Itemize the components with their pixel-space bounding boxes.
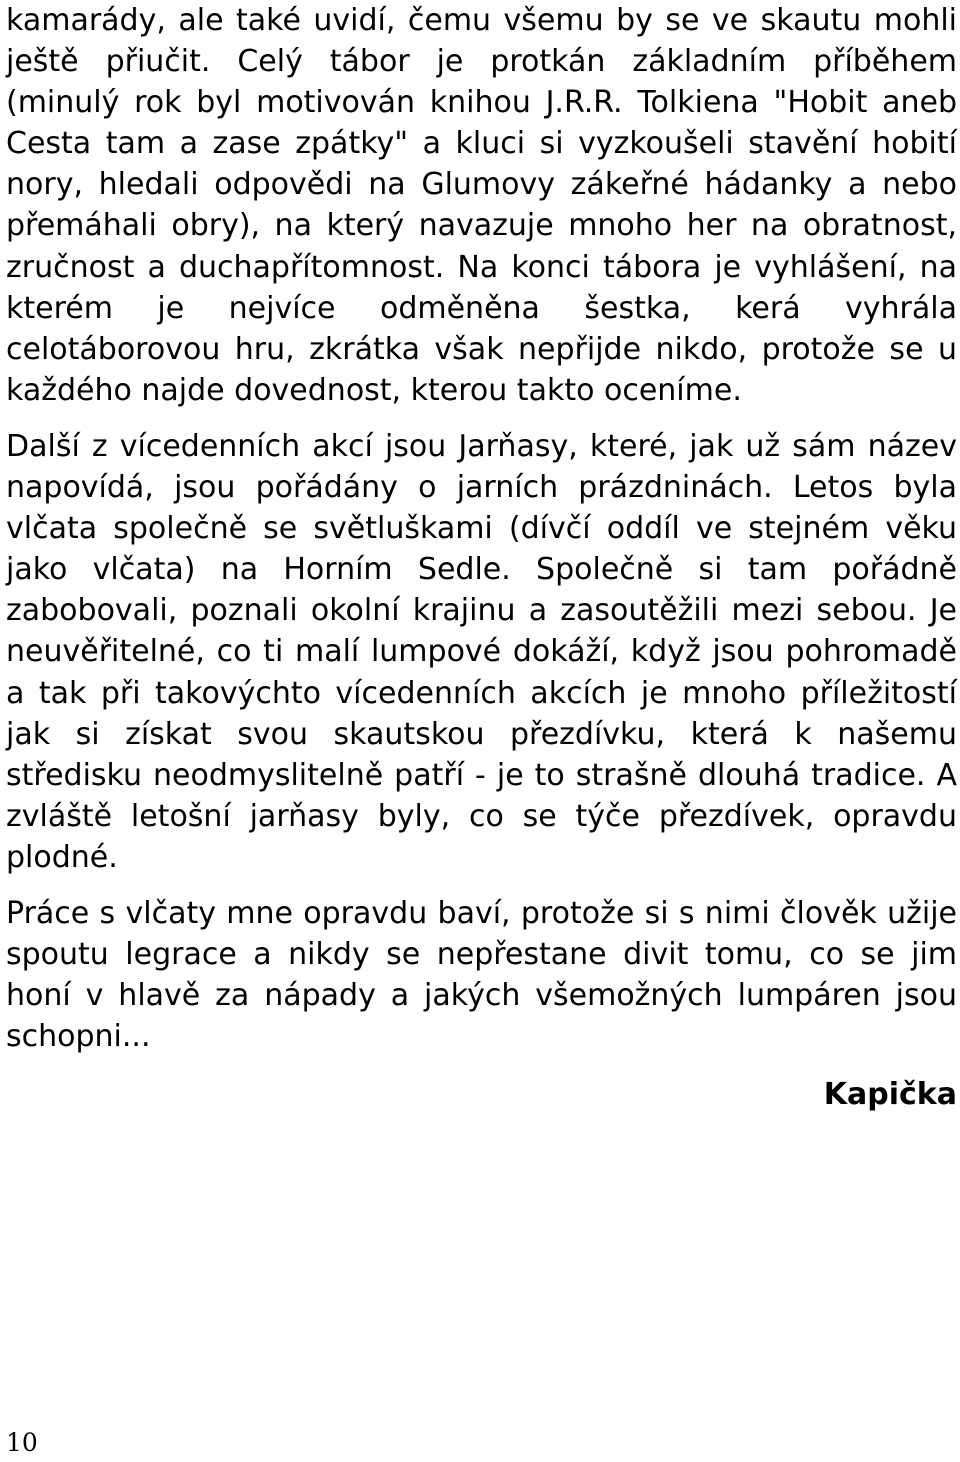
- paragraph-1: kamarády, ale také uvidí, čemu všemu by se ve skautu mohli ještě přiučit. Celý tábor je protkán základním příběhem (minulý rok byl motivován knihou J.R.R. Tolkiena "Hobit aneb Cesta tam a zase zpátky" a kluci si vyzkoušeli stavění hobití nory, hledali odpovědi na Glumovy zákeřné hádanky a nebo přemáhali obry), na který navazuje mnoho her na obratnost, zručnost a duchapřítomnost. Na konci tábora je vyhlášení, na kterém je nejvíce odměněna šestka, kerá vyhrála celotáborovou hru, zkrátka však nepřijde nikdo, protože se u každého najde dovednost, kterou takto oceníme.: [6, 3, 957, 408]
- article-body: [6, 0, 957, 1112]
- paragraph-2: Další z vícedenních akcí jsou Jarňasy, které, jak už sám název napovídá, jsou pořádány o jarních prázdninách. Letos byla vlčata společně se světluškami (dívčí oddíl ve stejném věku jako vlčata) na Horním Sedle. Společně si tam pořádně zabobovali, poznali okolní krajinu a zasoutěžili mezi sebou. Je neuvěřitelné, co ti malí lumpové dokáží, když jsou pohromadě a tak při takovýchto vícedenních akcích je mnoho příležitostí jak si získat svou skautskou přezdívku, která k našemu středisku neodmyslitelně patří - je to strašně dlouhá tradice. A zvláště letošní jarňasy byly, co se týče přezdívek, opravdu plodné.: [6, 428, 957, 875]
- author-signature: Kapička: [823, 1077, 957, 1113]
- paragraph-3: Práce s vlčaty mne opravdu baví, protože si s nimi člověk užije spoutu legrace a nikdy se nepřestane divit tomu, co se jim honí v hlavě za nápady a jakých všemožných lumpáren jsou schopni...: [6, 895, 957, 1055]
- page-number: 10: [6, 1428, 38, 1457]
